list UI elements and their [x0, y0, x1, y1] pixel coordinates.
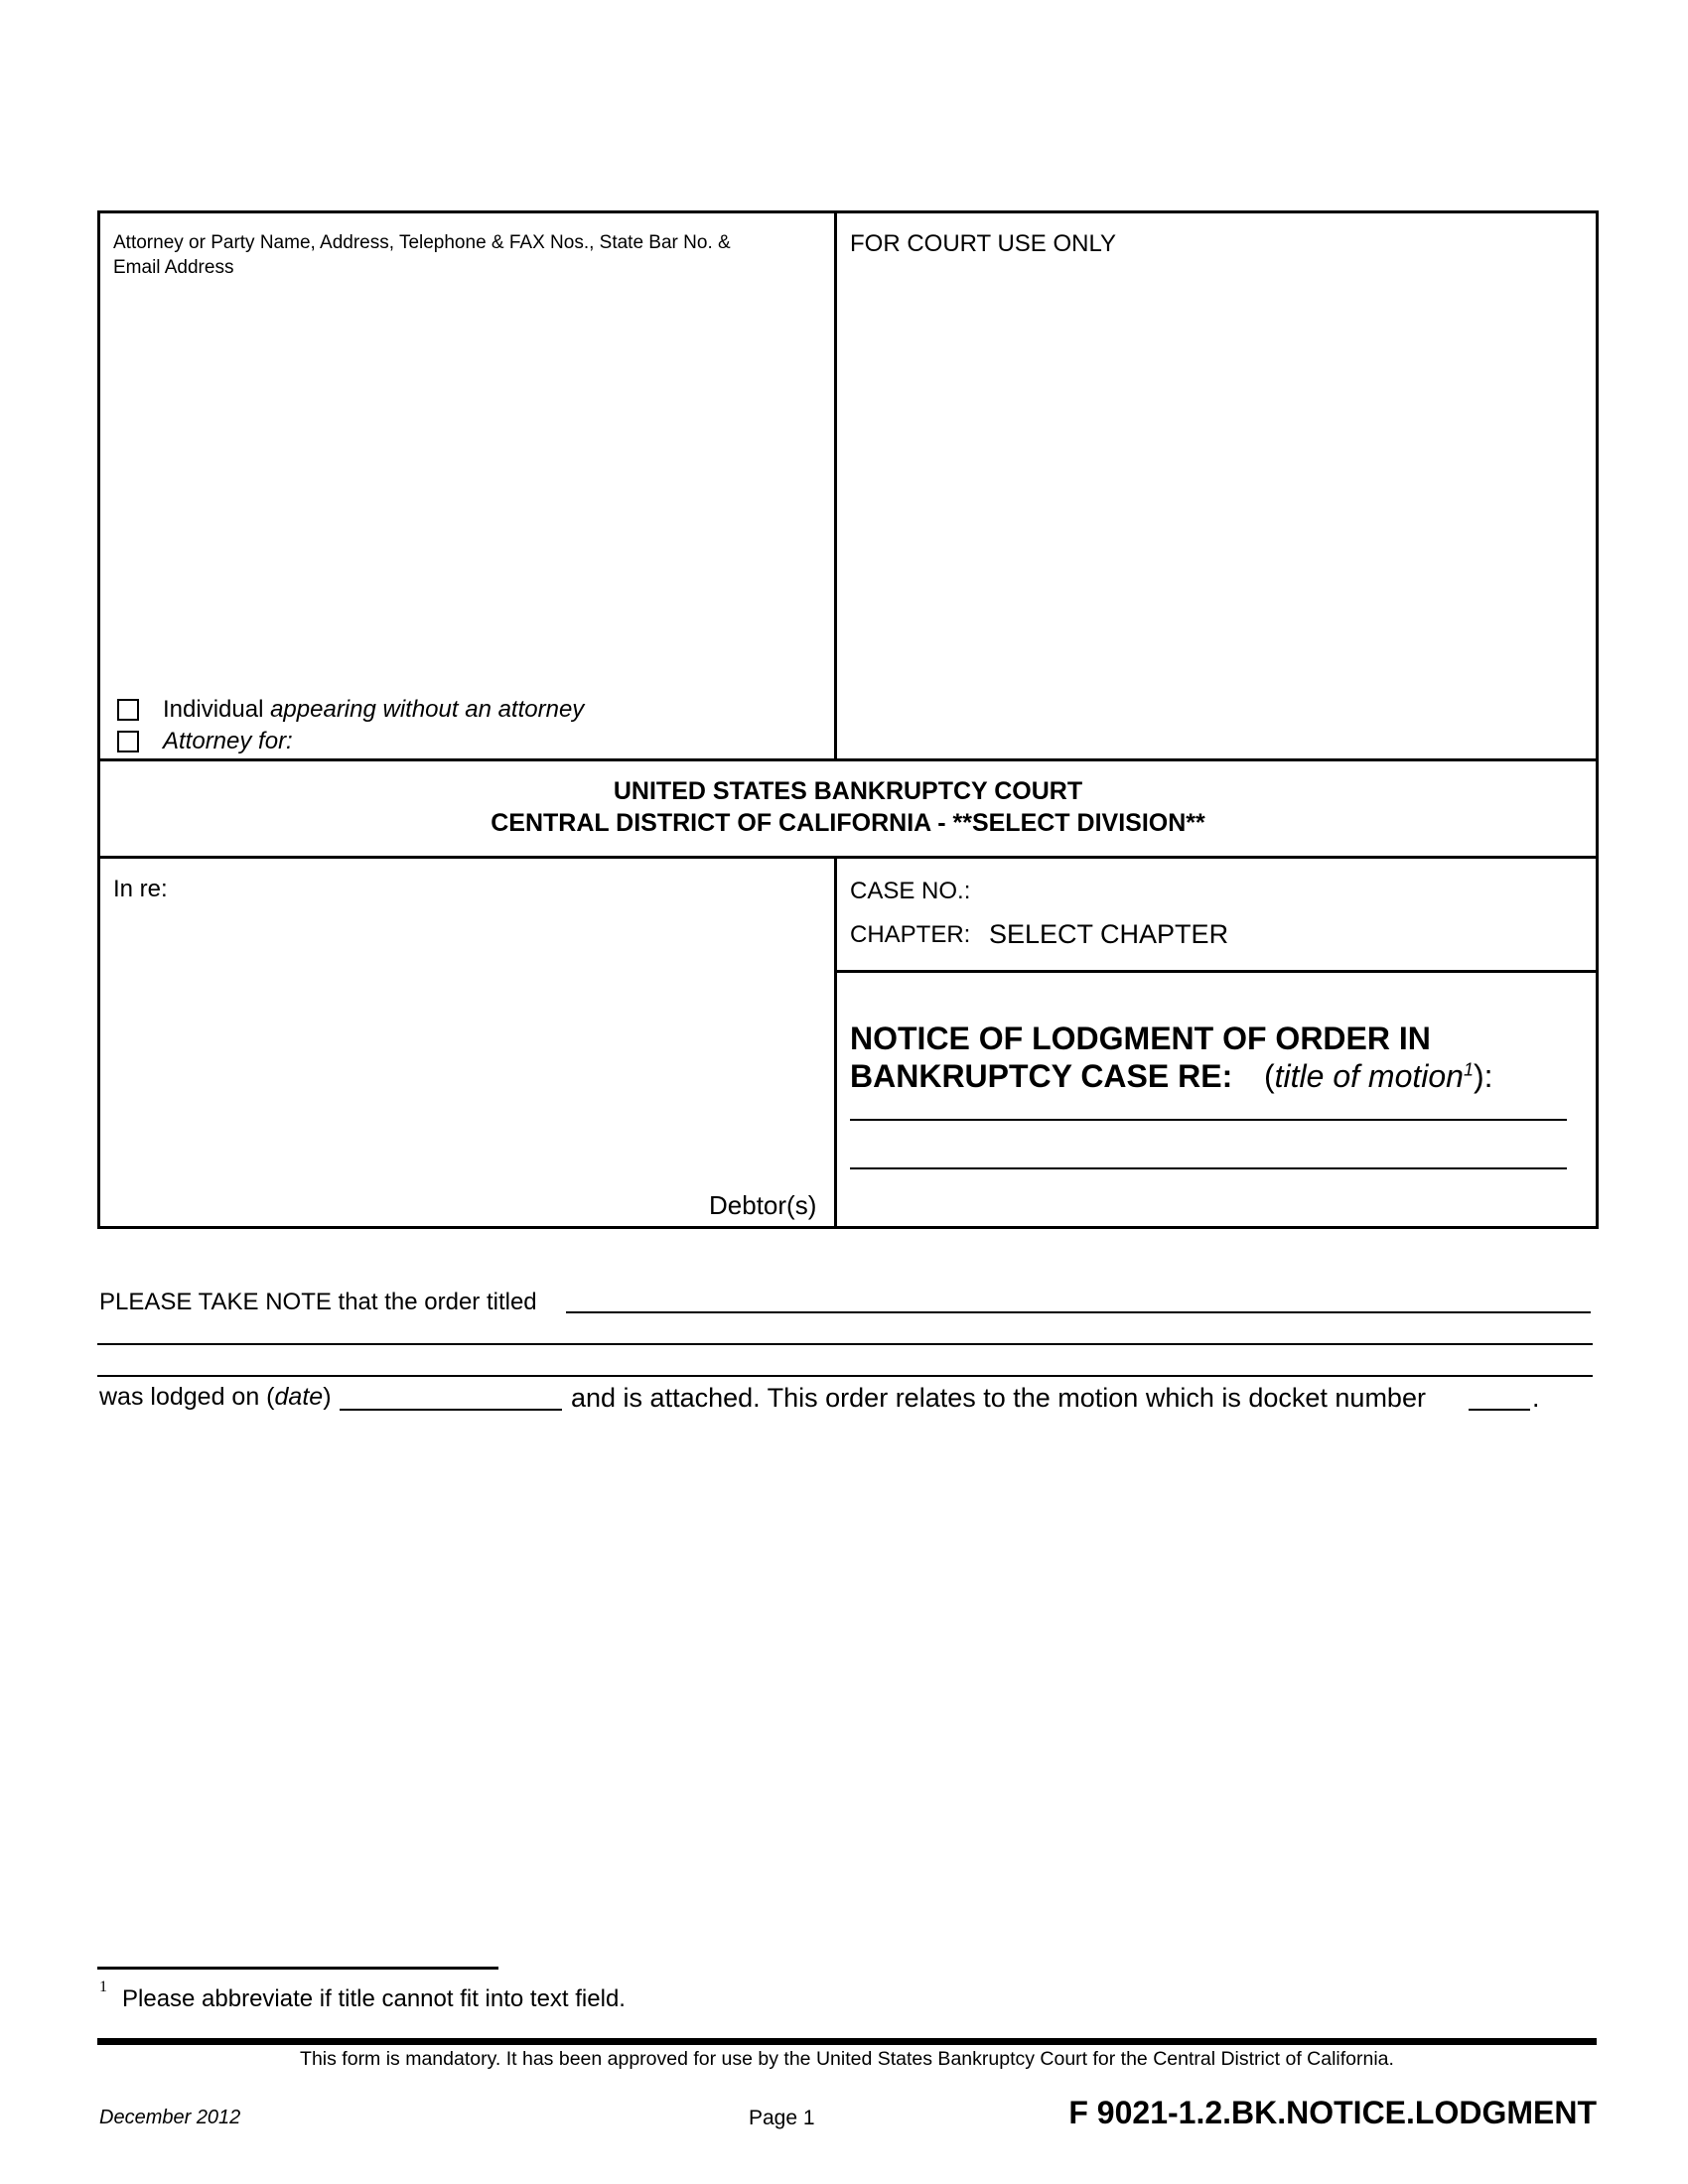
- title-motion-italic: title of motion: [1274, 1058, 1464, 1094]
- attorney-for-checkbox[interactable]: [117, 731, 139, 752]
- footnote-number: 1: [99, 1979, 107, 1995]
- attorney-for-label: Attorney for:: [163, 728, 293, 754]
- chapter-label: CHAPTER:: [850, 921, 971, 948]
- title-motion-prefix: (: [1264, 1058, 1275, 1094]
- caption-case-divider: [834, 970, 1599, 973]
- individual-label-plain: Individual: [163, 696, 264, 723]
- docket-period: .: [1532, 1383, 1540, 1413]
- caption-horizontal-divider-1: [97, 758, 1599, 761]
- caption-vertical-divider-bottom: [834, 856, 837, 1229]
- lodged-suffix: ): [323, 1383, 332, 1411]
- order-title-field-3[interactable]: [97, 1374, 1593, 1377]
- attorney-label-line1: Attorney or Party Name, Address, Telephone & FAX Nos., State Bar No. &: [113, 232, 731, 253]
- caption-horizontal-divider-2: [97, 856, 1599, 859]
- attorney-label: [113, 230, 731, 280]
- notice-title-line2: [850, 1058, 1493, 1095]
- title-motion-footnote-ref: 1: [1463, 1059, 1474, 1080]
- notice-title-line1: NOTICE OF LODGMENT OF ORDER IN: [850, 1021, 1431, 1056]
- footnote-separator: [97, 1967, 498, 1970]
- title-motion-suffix: ):: [1473, 1058, 1493, 1094]
- caption-vertical-divider-top: [834, 210, 837, 761]
- lodged-prefix: was lodged on (: [99, 1383, 275, 1411]
- case-no-label: CASE NO.:: [850, 878, 971, 904]
- lodged-date-italic: date: [274, 1383, 324, 1411]
- division-select[interactable]: **SELECT DIVISION**: [952, 809, 1205, 837]
- docket-number-field[interactable]: [1469, 1408, 1530, 1411]
- footnote-text: Please abbreviate if title cannot fit into text field.: [122, 1985, 626, 2012]
- attached-text: and is attached. This order relates to the motion which is docket number: [571, 1383, 1426, 1413]
- debtor-label: Debtor(s): [709, 1190, 817, 1220]
- individual-checkbox[interactable]: [117, 699, 139, 721]
- attorney-label-line2: Email Address: [113, 257, 234, 278]
- footer-date: December 2012: [99, 2107, 241, 2128]
- individual-checkbox-label: [163, 696, 584, 724]
- order-title-field-2[interactable]: [97, 1342, 1593, 1345]
- court-name: UNITED STATES BANKRUPTCY COURT: [613, 777, 1083, 805]
- notice-title-bold: BANKRUPTCY CASE RE:: [850, 1058, 1233, 1094]
- take-note-text: PLEASE TAKE NOTE that the order titled: [99, 1289, 537, 1315]
- chapter-select[interactable]: SELECT CHAPTER: [989, 919, 1229, 949]
- court-use-label: FOR COURT USE ONLY: [850, 230, 1117, 257]
- order-title-field-1[interactable]: [566, 1310, 1591, 1313]
- court-district: [97, 809, 1599, 838]
- individual-label-italic: appearing without an attorney: [270, 696, 585, 723]
- court-district-text: CENTRAL DISTRICT OF CALIFORNIA -: [491, 809, 953, 837]
- motion-title-field-1[interactable]: [850, 1118, 1567, 1121]
- lodged-line: [99, 1383, 332, 1412]
- in-re-label: In re:: [113, 876, 168, 902]
- lodged-date-field[interactable]: [340, 1408, 562, 1411]
- mandatory-text: This form is mandatory. It has been approved for use by the United States Bankruptcy Court for the Central District of California.: [300, 2048, 1394, 2070]
- footer-form-id: F 9021-1.2.BK.NOTICE.LODGMENT: [1068, 2095, 1597, 2130]
- footer-rule: [97, 2038, 1597, 2045]
- footer-page: Page 1: [749, 2107, 815, 2129]
- motion-title-field-2[interactable]: [850, 1166, 1567, 1169]
